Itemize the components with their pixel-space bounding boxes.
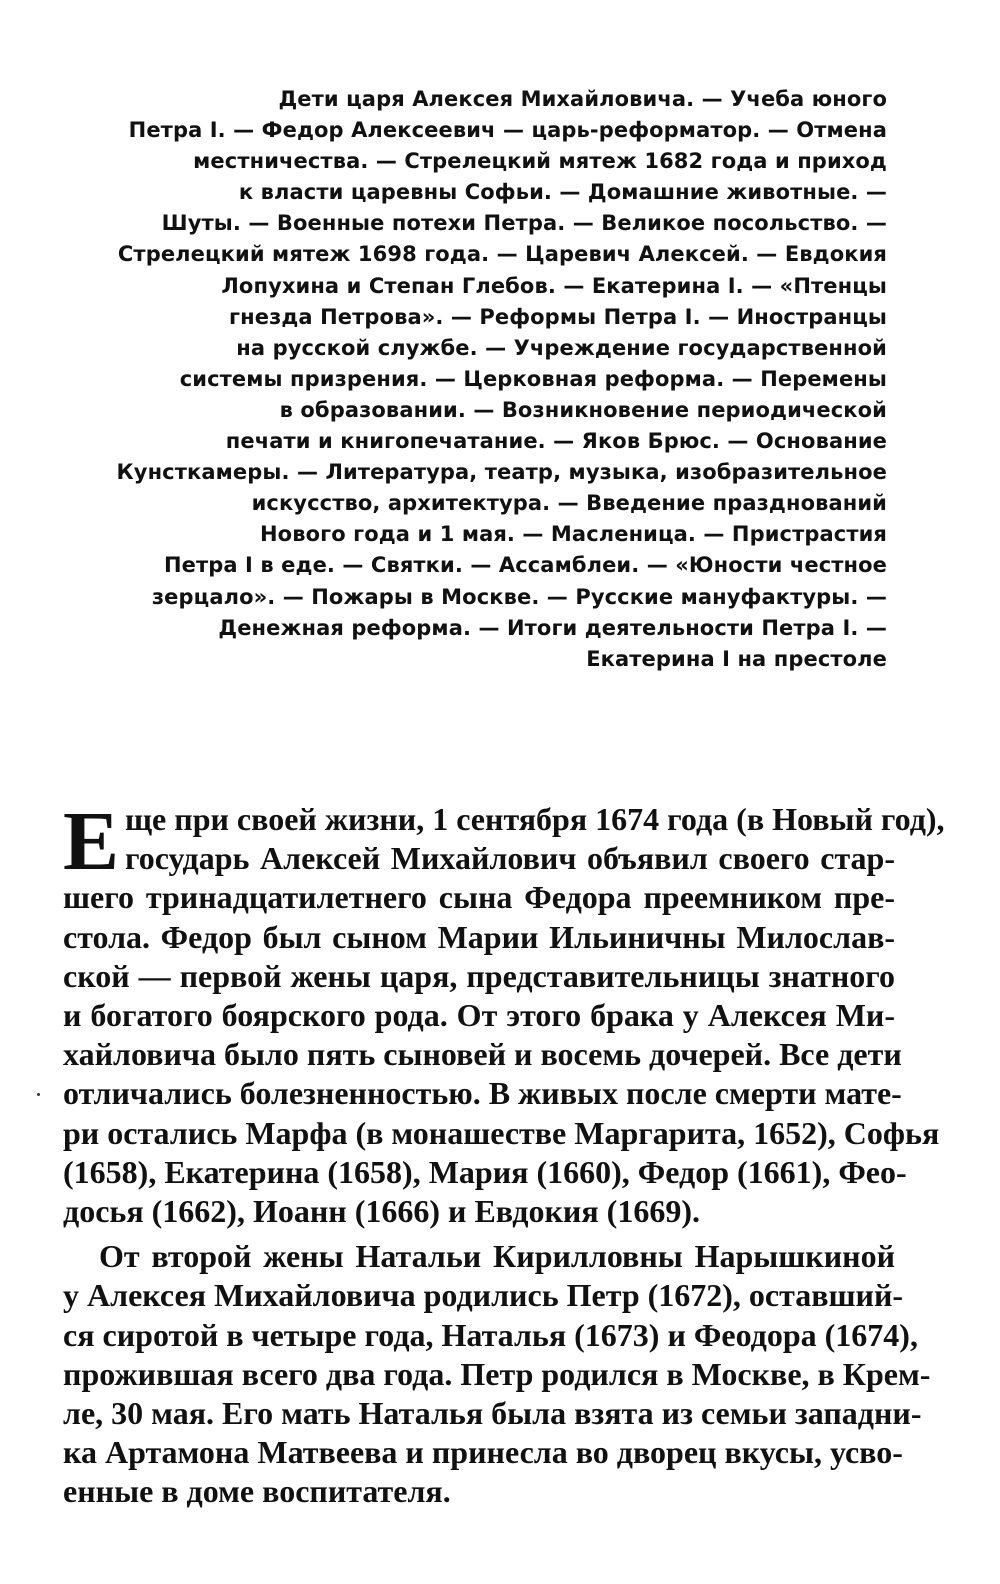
summary-line: зерцало». — Пожары в Москве. — Русские мануфактуры. — bbox=[151, 584, 887, 609]
body-line: ри остались Марфа (в монашестве Маргарита, 1652), Софья bbox=[63, 1114, 940, 1151]
summary-line: Лопухина и Степан Глебов. — Екатерина I. — «Птенцы bbox=[221, 273, 887, 298]
body-line: ся сиротой в четыре года, Наталья (1673) и Феодора (1674), bbox=[63, 1316, 918, 1353]
summary-line: на русской службе. — Учреждение государственной bbox=[236, 335, 887, 360]
summary-line: местничества. — Стрелецкий мятеж 1682 года и приход bbox=[193, 149, 887, 174]
body-line: отличались болезненностью. В живых после смерти мате- bbox=[63, 1075, 902, 1112]
summary-line: в образовании. — Возникновение периодической bbox=[279, 397, 887, 422]
summary-line: к власти царевны Софьи. — Домашние животные. — bbox=[238, 180, 887, 205]
summary-line: Дети царя Алексея Михайловича. — Учеба юного bbox=[278, 87, 887, 111]
body-line: прожившая всего два года. Петр родился в Москве, в Крем- bbox=[63, 1355, 931, 1392]
summary-line: искусство, архитектура. — Введение празднований bbox=[251, 491, 887, 516]
summary-line: Стрелецкий мятеж 1698 года. — Царевич Алексей. — Евдокия bbox=[117, 242, 887, 267]
print-speck bbox=[37, 1093, 40, 1096]
body-line: От второй жены Натальи Кирилловны Нарышкиной bbox=[99, 1238, 895, 1275]
chapter-summary bbox=[60, 84, 887, 675]
body-line: енные в доме воспитателя. bbox=[63, 1473, 451, 1510]
body-line: у Алексея Михайловича родились Петр (1672), оставший- bbox=[63, 1277, 904, 1314]
body-line: ка Артамона Матвеева и принесла во дворец вкусы, усво- bbox=[63, 1434, 903, 1471]
drop-cap: Е bbox=[63, 795, 120, 888]
body-line: досья (1662), Иоанн (1666) и Евдокия (1669). bbox=[63, 1193, 700, 1230]
body-line: шего тринадцатилетнего сына Федора преемником пре- bbox=[63, 879, 895, 916]
summary-line: гнезда Петрова». — Реформы Петра I. — Иностранцы bbox=[229, 304, 887, 329]
paragraph-1 bbox=[63, 795, 945, 1231]
summary-line: Екатерина I на престоле bbox=[586, 646, 887, 671]
body-line: хайловича было пять сыновей и восемь дочерей. Все дети bbox=[63, 1036, 902, 1073]
summary-line: Шуты. — Военные потехи Петра. — Великое посольство. — bbox=[161, 211, 887, 236]
summary-line: Петра I в еде. — Святки. — Ассамблеи. — «Юности честное bbox=[163, 553, 887, 578]
body-line: и богатого боярского рода. От этого брака у Алексея Ми- bbox=[63, 997, 895, 1034]
body-line: государь Алексей Михайлович объявил своего стар- bbox=[125, 840, 895, 877]
chapter-body bbox=[63, 795, 945, 1518]
summary-line: Петра I. — Федор Алексеевич — царь-реформатор. — Отмена bbox=[128, 118, 887, 143]
paragraph-2 bbox=[63, 1237, 931, 1511]
body-line: ской — первой жены царя, представительницы знатного bbox=[63, 957, 895, 994]
body-line: ще при своей жизни, 1 сентября 1674 года (в Новый год), bbox=[125, 801, 945, 837]
body-line: стола. Федор был сыном Марии Ильиничны Милослав- bbox=[63, 918, 895, 955]
summary-line: системы призрения. — Церковная реформа. — Перемены bbox=[179, 366, 887, 391]
summary-line: печати и книгопечатание. — Яков Брюс. — Основание bbox=[225, 429, 887, 454]
summary-line: Кунсткамеры. — Литература, театр, музыка, изобразительное bbox=[116, 460, 887, 485]
summary-line: Нового года и 1 мая. — Масленица. — Пристрастия bbox=[260, 522, 887, 547]
body-line: (1658), Екатерина (1658), Мария (1660), Федор (1661), Фео- bbox=[63, 1153, 907, 1190]
body-line: ле, 30 мая. Его мать Наталья была взята из семьи западни- bbox=[63, 1395, 922, 1432]
summary-line: Денежная реформа. — Итоги деятельности Петра I. — bbox=[218, 615, 887, 640]
